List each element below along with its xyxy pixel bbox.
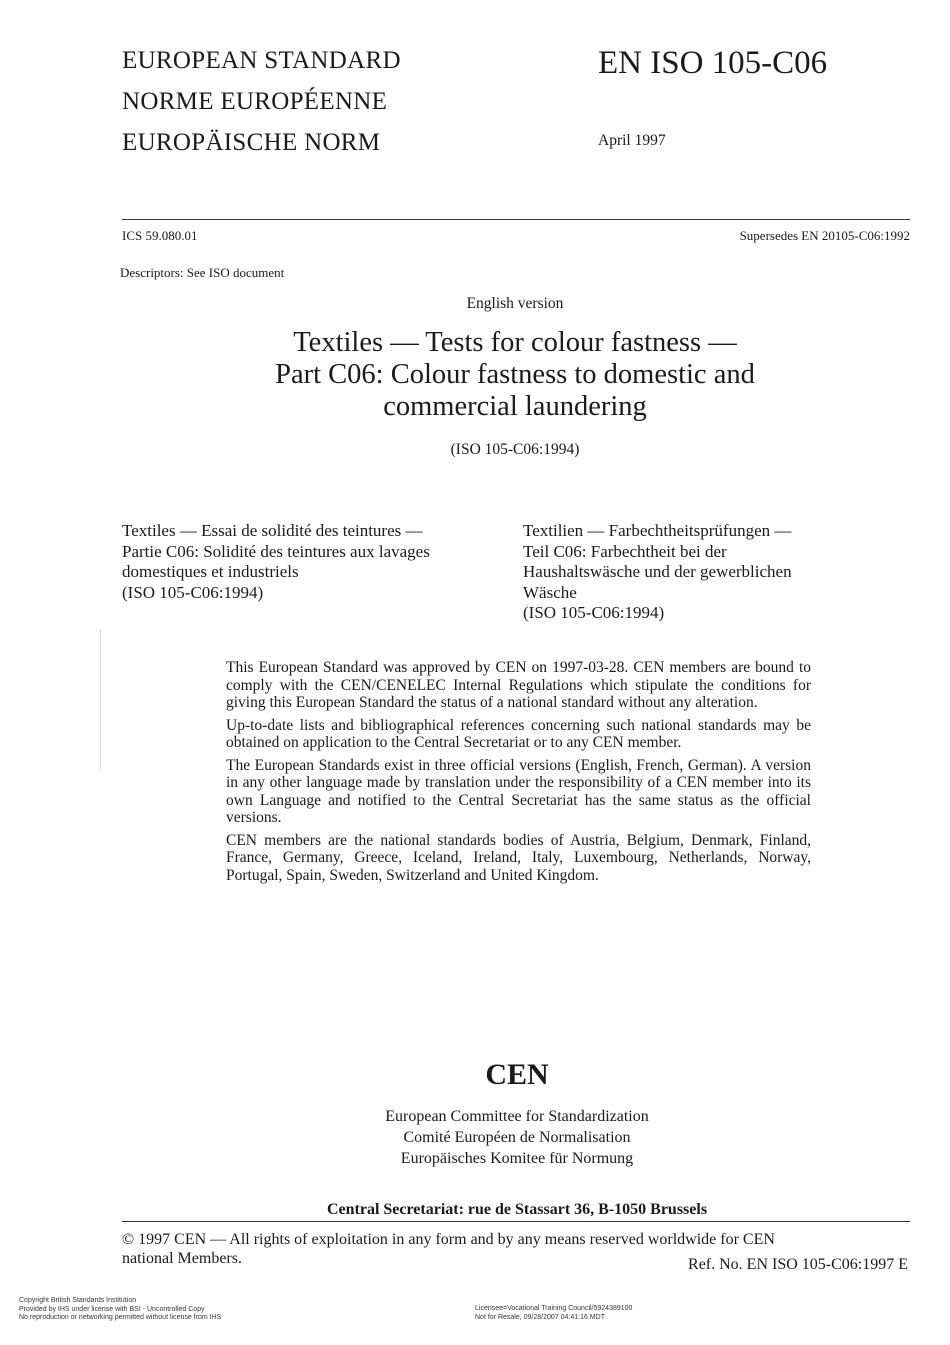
german-title-line: Haushaltswäsche und der gewerblichen	[523, 562, 792, 581]
reference-number: Ref. No. EN ISO 105-C06:1997 E	[688, 1256, 908, 1273]
iso-reference: (ISO 105-C06:1994)	[450, 441, 580, 458]
french-title-line: (ISO 105-C06:1994)	[122, 582, 264, 602]
french-title	[122, 521, 507, 603]
body-paragraph: The European Standards exist in three official versions (English, French, German). A version in any other language made by translation under the responsibility of a CEN member into its own Language and notified to the Central Secretariat has the same status as the official versions.	[226, 756, 811, 826]
title-line: Part C06: Colour fastness to domestic and	[275, 359, 755, 390]
german-title-line: (ISO 105-C06:1994)	[523, 603, 665, 622]
central-secretariat: Central Secretariat: rue de Stassart 36, B-1050 Brussels	[326, 1201, 708, 1218]
german-title-line: Textilien — Farbechtheitsprüfungen —	[523, 521, 792, 540]
french-title-line: Textiles — Essai de solidité des teintures —	[122, 521, 423, 540]
standard-type-block	[122, 40, 401, 163]
cen-names	[317, 1106, 717, 1169]
margin-mark	[100, 630, 101, 770]
license-footer-left	[19, 1297, 221, 1323]
license-footer-right	[475, 1305, 632, 1322]
standard-type-de: EUROPÄISCHE NORM	[122, 129, 381, 156]
german-title	[523, 521, 903, 624]
body-paragraph: CEN members are the national standards bodies of Austria, Belgium, Denmark, Finland, France, Germany, Greece, Iceland, Ireland, Italy, Luxembourg, Netherlands, Norway, Portugal, Spain, Sweden, Switzerland and United Kingdom.	[226, 831, 811, 884]
footer-divider	[122, 1221, 910, 1222]
standard-type-fr: NORME EUROPÉENNE	[122, 88, 388, 115]
body-paragraph: Up-to-date lists and bibliographical references concerning such national standards may be obtained on application to the Central Secretariat or to any CEN member.	[226, 716, 811, 751]
body-paragraph: This European Standard was approved by CEN on 1997-03-28. CEN members are bound to comply with the CEN/CENELEC Internal Regulations which stipulate the conditions for giving this European Standard the status of a national standard without any alteration.	[226, 659, 811, 711]
licensee-line: Licensee=Vocational Training Council/5924389100	[475, 1305, 633, 1312]
title-line: Textiles — Tests for colour fastness —	[293, 327, 737, 358]
header-divider	[122, 219, 910, 220]
ics-code: ICS 59.080.01	[122, 228, 198, 243]
french-title-line: Partie C06: Solidité des teintures aux lavages	[122, 541, 430, 561]
standard-type-en: EUROPEAN STANDARD	[122, 47, 401, 74]
copyright-line: © 1997 CEN — All rights of exploitation in any form and by any means reserved worldwide for CEN	[122, 1231, 775, 1248]
german-title-line: Wäsche	[523, 582, 577, 602]
german-title-line: Teil C06: Farbechtheit bei der	[523, 541, 727, 561]
publication-date: April 1997	[598, 132, 666, 149]
license-line: Provided by IHS under license with BSI - Uncontrolled Copy	[19, 1305, 205, 1313]
license-line: Copyright British Standards Institution	[19, 1297, 137, 1304]
descriptors: Descriptors: See ISO document	[120, 265, 285, 280]
cen-logo-text: CEN	[485, 1058, 549, 1091]
copyright-line: national Members.	[122, 1250, 242, 1267]
supersedes-note: Supersedes EN 20105-C06:1992	[739, 228, 910, 243]
document-number: EN ISO 105-C06	[598, 45, 828, 81]
document-title	[175, 327, 855, 423]
cen-name-fr: Comité Européen de Normalisation	[403, 1129, 631, 1146]
french-title-line: domestiques et industriels	[122, 562, 299, 581]
title-line: commercial laundering	[383, 391, 647, 422]
license-line: No reproduction or networking permitted without license from IHS	[19, 1314, 222, 1321]
cen-name-de: Europäisches Komitee für Normung	[400, 1150, 634, 1167]
version-label: English version	[466, 295, 564, 312]
approval-statement	[226, 659, 811, 889]
licensee-line: Not for Resale, 09/28/2007 04:41:16 MDT	[475, 1313, 605, 1321]
cen-name-en: European Committee for Standardization	[385, 1108, 649, 1125]
